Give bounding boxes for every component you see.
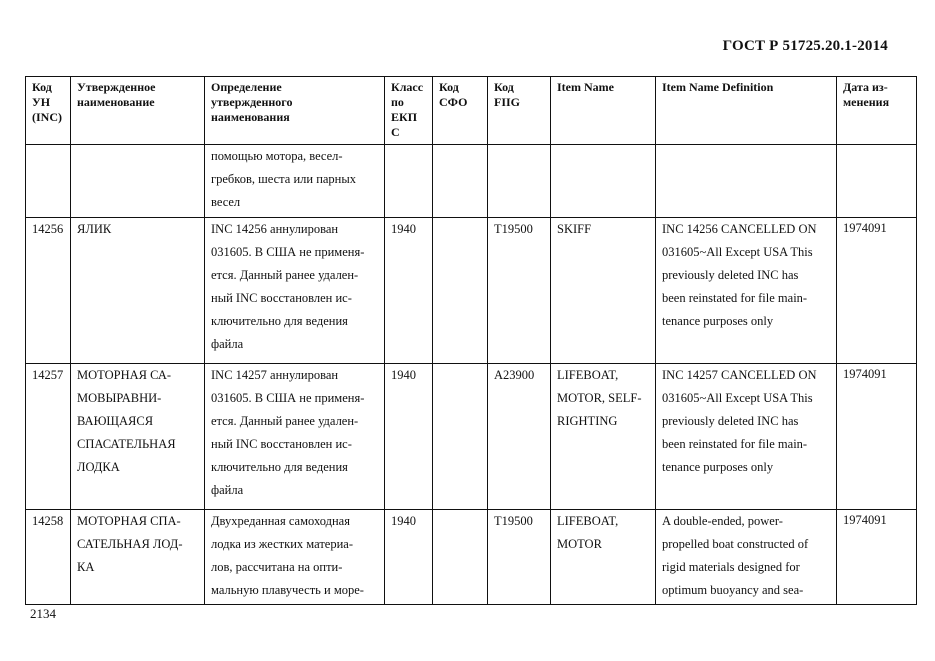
table-row — [26, 145, 917, 218]
page-number: 2134 — [30, 606, 56, 621]
table-header-row — [26, 77, 917, 145]
cell-class: 1940 — [385, 364, 433, 510]
standard-code: ГОСТ Р 51725.20.1-2014 — [722, 38, 888, 54]
cell-date — [837, 145, 917, 218]
col-header-date: Дата из- менения — [837, 77, 917, 145]
table-row — [26, 364, 917, 510]
table-row — [26, 510, 917, 605]
cell-definition-ru: помощью мотора, весел- гребков, шеста или парных весел — [205, 145, 385, 218]
cell-definition-en — [656, 145, 837, 218]
cell-class — [385, 145, 433, 218]
cell-name-ru: МОТОРНАЯ СПА- САТЕЛЬНАЯ ЛОД- КА — [71, 510, 205, 605]
cell-definition-ru: Двухреданная самоходная лодка из жестких материа- лов, рассчитана на опти- мальную плавучесть и море- — [205, 510, 385, 605]
cell-fiig — [488, 145, 551, 218]
cell-fiig: T19500 — [488, 510, 551, 605]
col-header-item-name-definition: Item Name Definition — [656, 77, 837, 145]
cell-definition-ru: INC 14256 аннулирован 031605. В США не применя- ется. Данный ранее удален- ный INC восстановлен ис- ключительно для ведения файла — [205, 218, 385, 364]
cell-item-name: LIFEBOAT, MOTOR — [551, 510, 656, 605]
cell-name-ru: ЯЛИК — [71, 218, 205, 364]
col-header-inc: Код УН (INC) — [26, 77, 71, 145]
cell-definition-en: A double-ended, power- propelled boat constructed of rigid materials designed for optimum buoyancy and sea- — [656, 510, 837, 605]
cell-inc: 14257 — [26, 364, 71, 510]
cell-date: 1974091 — [837, 218, 917, 364]
nomenclature-table — [25, 76, 917, 605]
cell-name-ru: МОТОРНАЯ СА- МОВЫРАВНИ- ВАЮЩАЯСЯ СПАСАТЕЛЬНАЯ ЛОДКА — [71, 364, 205, 510]
col-header-fiig: Код FIIG — [488, 77, 551, 145]
cell-date: 1974091 — [837, 364, 917, 510]
cell-sfo — [433, 364, 488, 510]
cell-class: 1940 — [385, 510, 433, 605]
cell-name-ru — [71, 145, 205, 218]
col-header-definition-ru: Определение утвержденного наименования — [205, 77, 385, 145]
col-header-name-ru: Утвержденное наименование — [71, 77, 205, 145]
cell-inc — [26, 145, 71, 218]
cell-inc: 14258 — [26, 510, 71, 605]
cell-definition-en: INC 14256 CANCELLED ON 031605~All Except USA This previously deleted INC has been reinstated for file main- tenance purposes only — [656, 218, 837, 364]
cell-inc: 14256 — [26, 218, 71, 364]
cell-definition-en: INC 14257 CANCELLED ON 031605~All Except USA This previously deleted INC has been reinstated for file main- tenance purposes only — [656, 364, 837, 510]
cell-definition-ru: INC 14257 аннулирован 031605. В США не применя- ется. Данный ранее удален- ный INC восстановлен ис- ключительно для ведения файла — [205, 364, 385, 510]
col-header-class: Класс по ЕКП С — [385, 77, 433, 145]
cell-item-name — [551, 145, 656, 218]
col-header-item-name: Item Name — [551, 77, 656, 145]
cell-sfo — [433, 218, 488, 364]
cell-sfo — [433, 510, 488, 605]
cell-fiig: T19500 — [488, 218, 551, 364]
cell-item-name: SKIFF — [551, 218, 656, 364]
cell-fiig: A23900 — [488, 364, 551, 510]
col-header-sfo: Код СФО — [433, 77, 488, 145]
cell-class: 1940 — [385, 218, 433, 364]
cell-sfo — [433, 145, 488, 218]
table-row — [26, 218, 917, 364]
cell-date: 1974091 — [837, 510, 917, 605]
cell-item-name: LIFEBOAT, MOTOR, SELF- RIGHTING — [551, 364, 656, 510]
